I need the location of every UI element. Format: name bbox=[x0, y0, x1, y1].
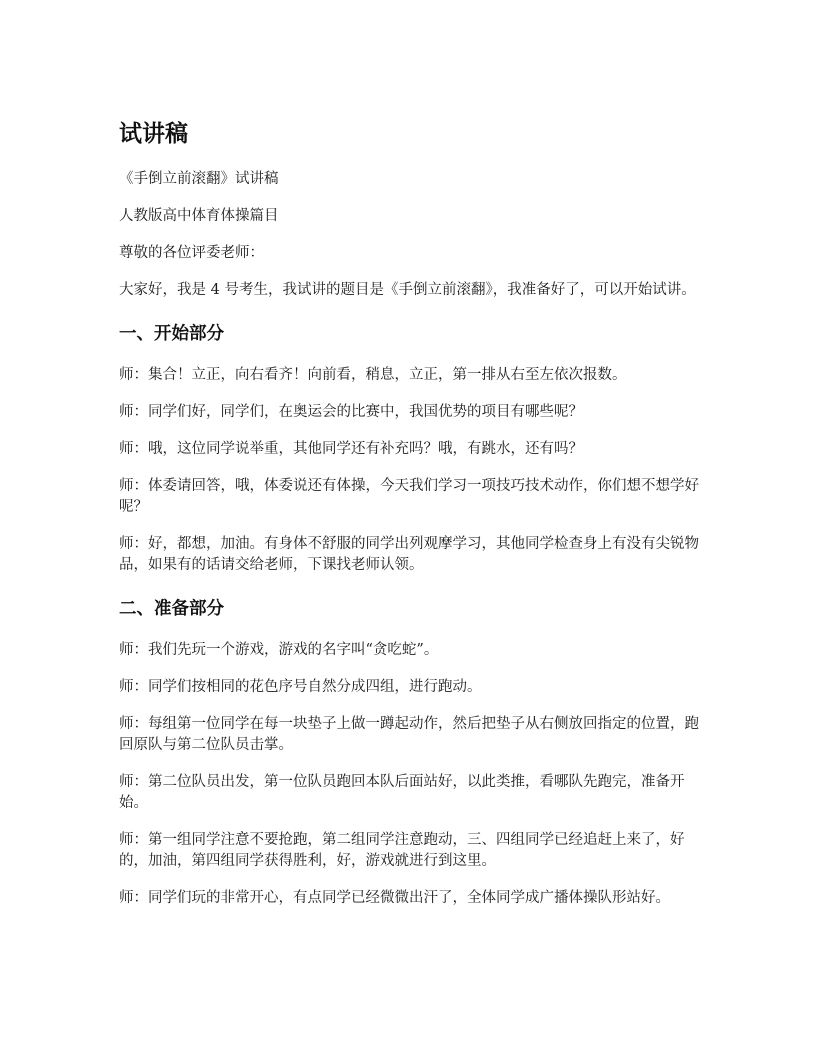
paragraph: 师：体委请回答，哦，体委说还有体操，今天我们学习一项技巧技术动作，你们想不想学好呢？ bbox=[119, 478, 699, 515]
paragraph: 师：集合！立正，向右看齐！向前看，稍息，立正，第一排从右至左依次报数。 bbox=[119, 367, 627, 383]
document-page bbox=[119, 118, 701, 925]
textbook-line: 人教版高中体育体操篇目 bbox=[119, 208, 279, 224]
paragraph: 师：第二位队员出发，第一位队员跑回本队后面站好，以此类推，看哪队先跑完，准备开始。 bbox=[119, 774, 685, 811]
section-heading-preparation: 二、准备部分 bbox=[119, 599, 224, 619]
paragraph: 师：第一组同学注意不要抢跑，第二组同学注意跑动，三、四组同学已经追赶上来了，好的，加油，第四组同学获得胜利，好，游戏就进行到这里。 bbox=[119, 832, 685, 869]
paragraph: 师：同学们玩的非常开心，有点同学已经微微出汗了，全体同学成广播体操队形站好。 bbox=[119, 890, 670, 906]
section-heading-start: 一、开始部分 bbox=[119, 324, 224, 344]
paragraph: 师：每组第一位同学在每一块垫子上做一蹲起动作，然后把垫子从右侧放回指定的位置，跑回原队与第二位队员击掌。 bbox=[119, 716, 699, 753]
paragraph: 师：同学们按相同的花色序号自然分成四组，进行跑动。 bbox=[119, 679, 482, 695]
paragraph: 师：好，都想，加油。有身体不舒服的同学出列观摩学习，其他同学检查身上有没有尖锐物品，如果有的话请交给老师，下课找老师认领。 bbox=[119, 536, 699, 573]
document-title: 试讲稿 bbox=[119, 121, 188, 147]
greeting-line: 尊敬的各位评委老师： bbox=[119, 245, 264, 261]
lesson-title-line: 《手倒立前滚翻》试讲稿 bbox=[119, 171, 279, 187]
paragraph: 师：同学们好，同学们，在奥运会的比赛中，我国优势的项目有哪些呢？ bbox=[119, 404, 583, 420]
paragraph: 师：哦，这位同学说举重，其他同学还有补充吗？哦，有跳水，还有吗？ bbox=[119, 441, 583, 457]
self-introduction-paragraph: 大家好，我是 4 号考生，我试讲的题目是《手倒立前滚翻》，我准备好了，可以开始试讲。 bbox=[119, 282, 696, 298]
paragraph: 师：我们先玩一个游戏，游戏的名字叫“贪吃蛇”。 bbox=[119, 642, 439, 658]
